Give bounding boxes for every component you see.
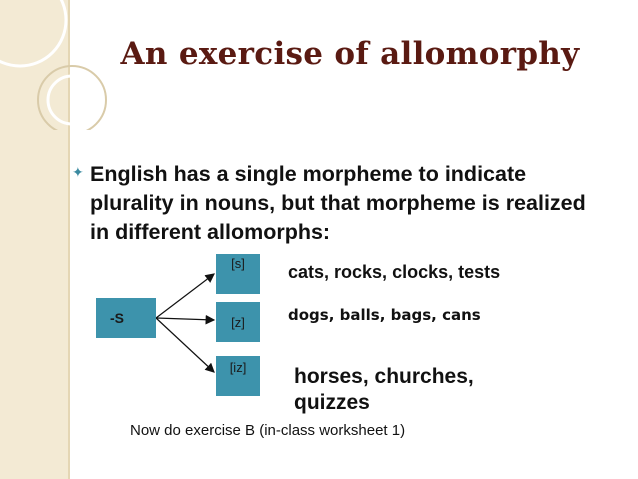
arrow-to-iz [156,318,214,372]
arrow-to-s [156,274,214,318]
examples-iz: horses, churches, quizzes [294,365,474,414]
examples-s: cats, rocks, clocks, tests [288,262,501,282]
bullet-icon: ✦ [72,164,84,180]
slide-title: An exercise of allomorphy [120,36,580,72]
allomorph-box-z: [z] [216,302,260,342]
root-morpheme-box: -S [96,298,156,338]
allomorph-box-s: [s] [216,254,260,294]
allomorph-box-iz: [iz] [216,356,260,396]
footer-note: Now do exercise B (in-class worksheet 1) [130,422,406,439]
arrow-to-z [156,318,214,320]
bullet-text: English has a single morpheme to indicate plurality in nouns, but that morpheme is realized in different allomorphs: [90,162,586,244]
examples-z: dogs, balls, bags, cans [288,306,481,324]
